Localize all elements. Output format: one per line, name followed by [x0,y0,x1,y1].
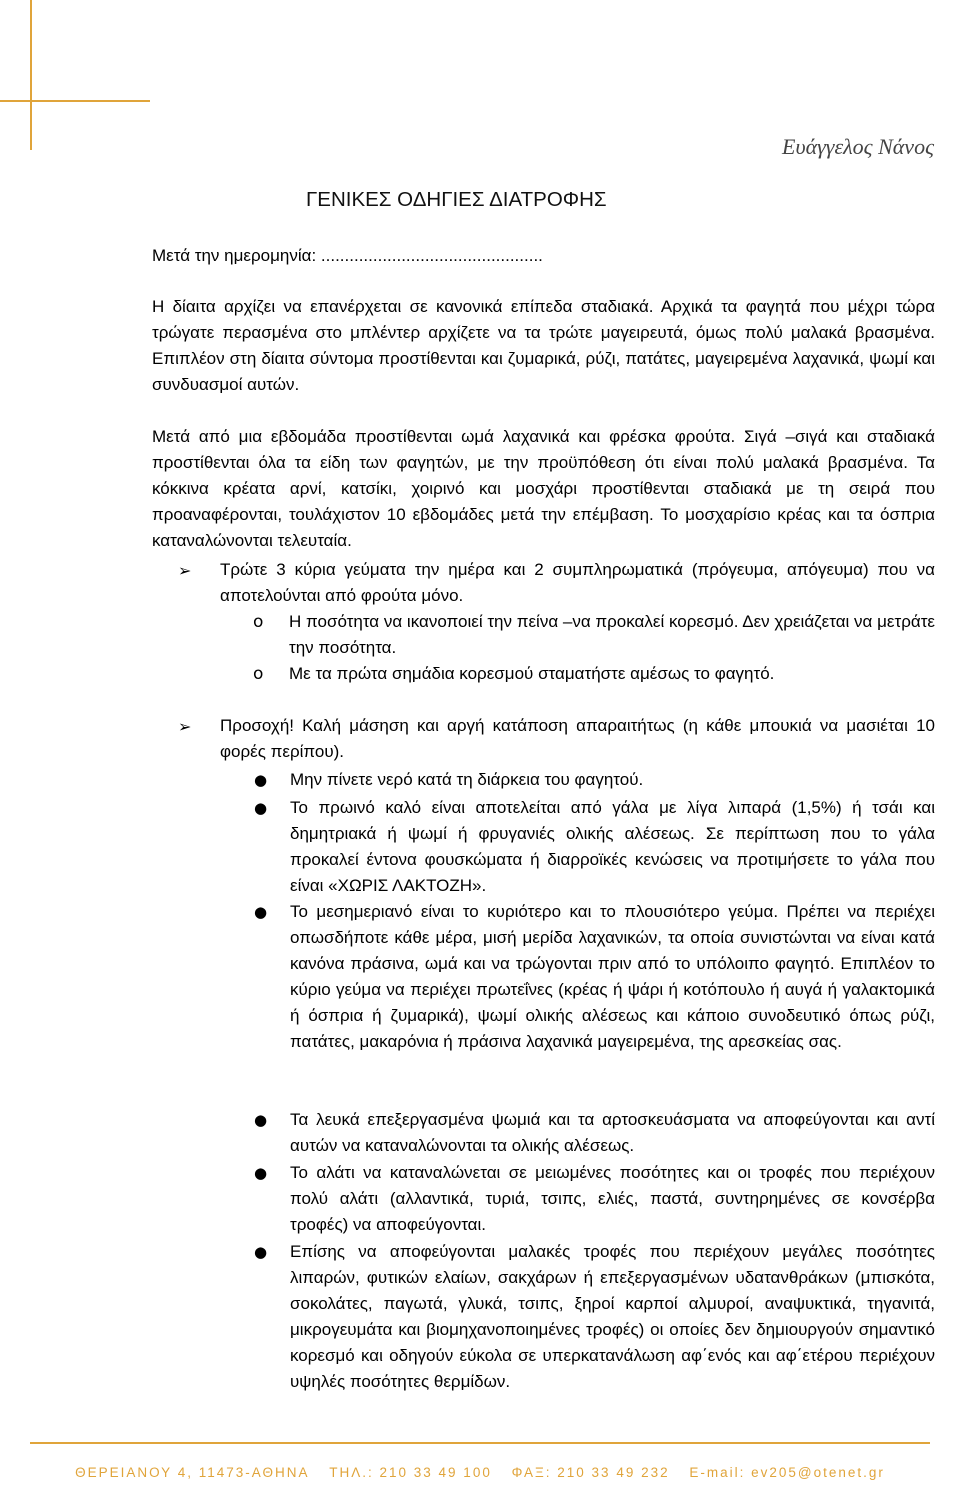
dot-bullet-icon: ● [254,1243,268,1261]
corner-horizontal-line [0,100,150,102]
sub-item-quantity [253,609,935,661]
footer-phone: ΤΗΛ.: 210 33 49 100 [329,1465,492,1480]
list-item-text: Τα λευκά επεξεργασμένα ψωμιά και τα αρτοσκευάσματα να αποφεύγονται και αντί αυτών να καταναλώνονται τα ολικής αλέσεως. [290,1110,935,1155]
arrow-bullet-icon: ➢ [178,717,192,736]
footer-email: E-mail: ev205@otenet.gr [689,1465,885,1480]
list-item-text: Τρώτε 3 κύρια γεύματα την ημέρα και 2 συμπληρωματικά (πρόγευμα, απόγευμα) που να αποτελούνται από φρούτα μόνο. [220,560,935,605]
list-item-salt [254,1160,935,1238]
dot-bullet-icon: ● [254,1164,268,1182]
list-item-breakfast [254,795,935,899]
list-item-text: Το μεσημεριανό είναι το κυριότερο και το πλουσιότερο γεύμα. Πρέπει να περιέχει οπωσδήποτε κάθε μέρα, μισή μερίδα λαχανικών, τα οποία συνιστώνται να είναι κατά κανόνα πράσινα, ωμά και να τρώγονται πριν από το υπόλοιπο φαγητό. Επιπλέον το κύριο γεύμα να περιέχει πρωτεΐνες (κρέας ή ψάρι ή κοτόπουλο ή αυγά ή γαλακτομικά ή όσπρια ή ζυμαρικά), ψωμί ολικής αλέσεως και κάποιο συνοδευτικό όπως ρύζι, πατάτες, μακαρόνια ή πράσινα λαχανικά μαγειρεμένα, της αρεσκείας σας. [290,902,935,1051]
dot-bullet-icon: ● [254,799,268,817]
footer-address: ΘΕΡΕΙΑΝΟΥ 4, 11473-ΑΘΗΝΑ [75,1465,310,1480]
dot-bullet-icon: ● [254,771,268,789]
progression-paragraph: Μετά από μια εβδομάδα προστίθενται ωμά λαχανικά και φρέσκα φρούτα. Σιγά –σιγά και σταδιακά προστίθενται όλα τα είδη των φαγητών, με την προϋπόθεση ότι είναι πολύ μαλακά βρασμένα. Τα κόκκινα κρέατα αρνί, κατσίκι, χοιρινό και μοσχάρι προστίθενται σταδιακά με τη σειρά που προαναφέρονται, τουλάχιστον 10 εβδομάδες μετά την επέμβαση. Το μοσχαρίσιο κρέας και τα όσπρια καταναλώνονται τελευταία. [152,427,935,550]
circle-bullet-icon: o [253,612,264,632]
list-item-text: Το αλάτι να καταναλώνεται σε μειωμένες ποσότητες και οι τροφές που περιέχουν πολύ αλάτι (αλλαντικά, τυριά, τσιπς, ελιές, παστά, συντηρημένες σε κονσέρβα τροφές) να αποφεύγονται. [290,1163,935,1234]
list-item-text: Με τα πρώτα σημάδια κορεσμού σταματήστε αμέσως το φαγητό. [289,664,775,683]
date-line: Μετά την ημερομηνία: ............................................... [152,246,543,265]
intro-paragraph: Η δίαιτα αρχίζει να επανέρχεται σε κανονικά επίπεδα σταδιακά. Αρχικά τα φαγητά που μέχρι τώρα τρώγατε περασμένα στο μπλέντερ αρχίζετε να τα τρώτε μαγειρευτά, όμως πολύ μαλακά βρασμένα. Επιπλέον στη δίαιτα σύντομα προστίθενται και ζυμαρικά, ρύζι, πατάτες, μαγειρεμένα λαχανικά, ψωμί και συνδυασμοί αυτών. [152,297,935,394]
sub-item-satiety [253,661,935,687]
footer-contact [0,1465,960,1480]
dot-bullet-icon: ● [254,1111,268,1129]
dot-bullet-icon: ● [254,903,268,921]
list-item-text: Η ποσότητα να ικανοποιεί την πείνα –να προκαλεί κορεσμό. Δεν χρειάζεται να μετράτε την ποσότητα. [289,612,935,657]
author-name: Ευάγγελος Νάνος [782,134,934,159]
list-item-water [254,767,935,793]
list-item-text: Επίσης να αποφεύγονται μαλακές τροφές που περιέχουν μεγάλες ποσότητες λιπαρών, φυτικών ελαίων, σακχάρων ή επεξεργασμένων υδατανθράκων (μπισκότα, σοκολάτες, παγωτά, γλυκά, τσιπς, ξηροί καρποί αλμυροί, αναψυκτικά, τηγανιτά, μικρογευμάτα και βιομηχανοποιημένες τροφές) οι οποίες δεν δημιουργούν σημαντικό κορεσμό και οδηγούν εύκολα σε υπερκατανάλωση αφ΄ενός και αφ΄ετέρου περιέχουν υψηλές ποσότητες θερμίδων. [290,1242,935,1391]
arrow-bullet-icon: ➢ [178,561,192,580]
list-item-soft-foods [254,1239,935,1395]
list-item-text: Μην πίνετε νερό κατά τη διάρκεια του φαγητού. [290,770,644,789]
list-item-text: Προσοχή! Καλή μάσηση και αργή κατάποση απαραιτήτως (η κάθε μπουκιά να μασιέται 10 φορές περίπου). [220,716,935,761]
footer-divider [30,1442,930,1444]
list-item-attention [178,713,935,765]
list-item-meals [178,557,935,609]
corner-vertical-line [30,0,32,150]
list-item-lunch [254,899,935,1055]
page-title: ΓΕΝΙΚΕΣ ΟΔΗΓΙΕΣ ΔΙΑΤΡΟΦΗΣ [306,188,607,211]
list-item-text: Το πρωινό καλό είναι αποτελείται από γάλα με λίγα λιπαρά (1,5%) ή τσάι και δημητριακά ή ψωμί ή φρυγανιές ολικής αλέσεως. Σε περίπτωση που το γάλα προκαλεί έντονα φουσκώματα ή διαρροϊκές κενώσεις να προτιμήσετε το γάλα που είναι «ΧΩΡΙΣ ΛΑΚΤΟΖΗ». [290,798,935,895]
circle-bullet-icon: o [253,664,264,684]
footer-fax: ΦΑΞ: 210 33 49 232 [511,1465,670,1480]
list-item-bread [254,1107,935,1159]
